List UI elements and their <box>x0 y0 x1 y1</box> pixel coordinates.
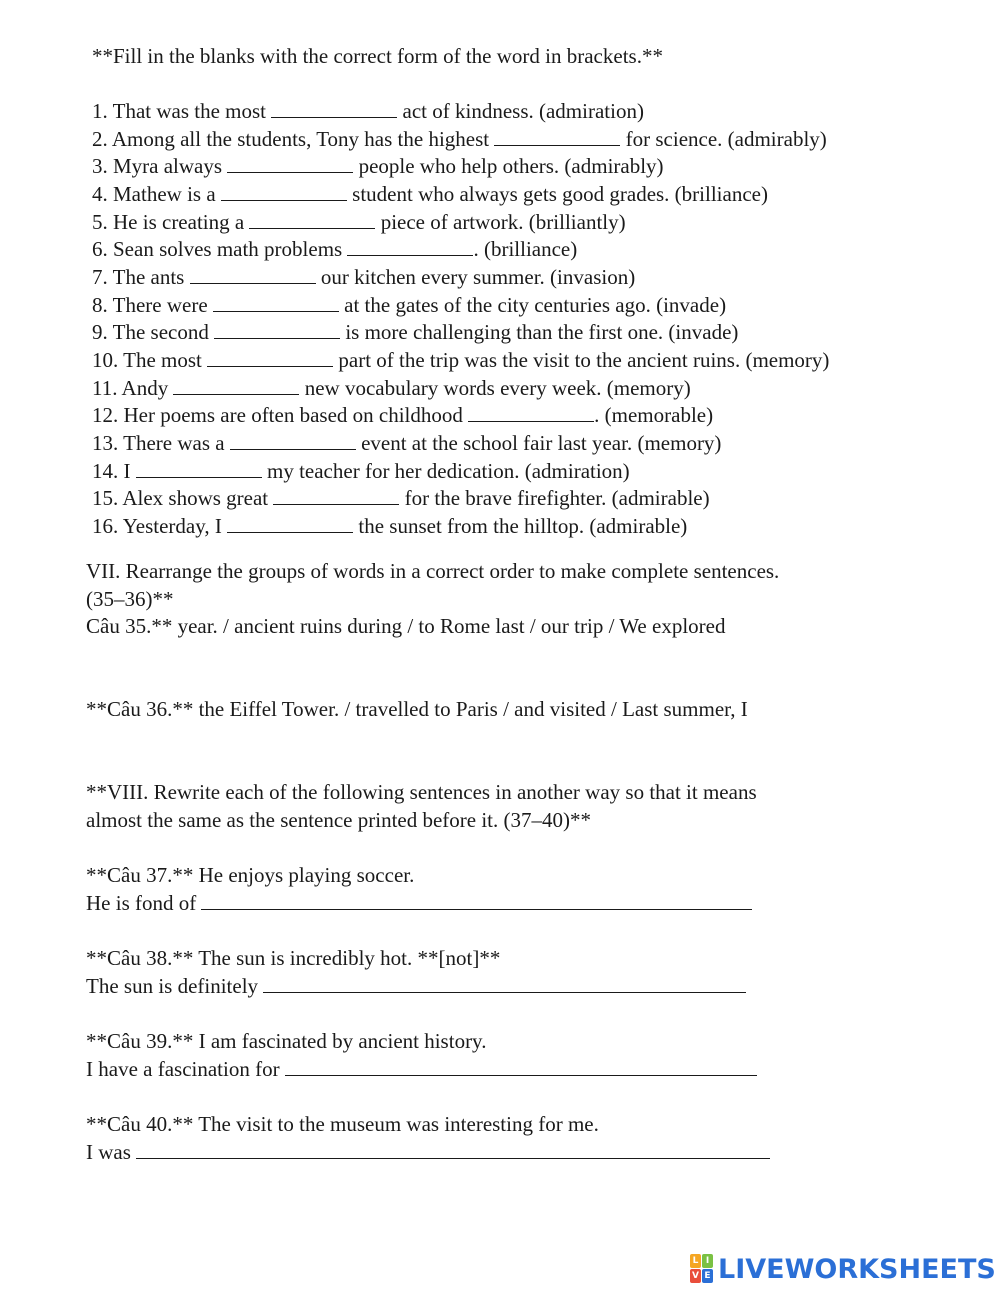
section-vii-heading: VII. Rearrange the groups of words in a correct order to make complete sentences. <box>86 559 780 583</box>
liveworksheets-logo-icon: L I V E <box>690 1254 714 1284</box>
answer-blank-7[interactable] <box>190 263 316 284</box>
rewrite-blank-37[interactable] <box>201 889 752 910</box>
fill-item-10: 10. The most part of the trip was the visit to the ancient ruins. (memory) <box>92 348 830 372</box>
answer-blank-4[interactable] <box>221 180 347 201</box>
question-36: **Câu 36.** the Eiffel Tower. / travelled to Paris / and visited / Last summer, I <box>86 697 748 721</box>
answer-blank-11[interactable] <box>173 374 299 395</box>
fill-instruction: **Fill in the blanks with the correct form of the word in brackets.** <box>92 44 663 68</box>
answer-area-36[interactable] <box>86 725 786 773</box>
answer-blank-15[interactable] <box>273 484 399 505</box>
fill-item-8: 8. There were at the gates of the city centuries ago. (invade) <box>92 293 727 317</box>
rewrite-blank-39[interactable] <box>285 1055 757 1076</box>
answer-blank-16[interactable] <box>227 512 353 533</box>
answer-blank-5[interactable] <box>249 208 375 229</box>
question-37-prompt: **Câu 37.** He enjoys playing soccer. <box>86 863 415 887</box>
answer-blank-3[interactable] <box>227 152 353 173</box>
question-38-prompt: **Câu 38.** The sun is incredibly hot. **[not]** <box>86 946 501 970</box>
question-40-rewrite: I was <box>86 1138 770 1166</box>
fill-item-11: 11. Andy new vocabulary words every week. (memory) <box>92 376 691 400</box>
fill-item-1: 1. That was the most act of kindness. (admiration) <box>92 99 644 123</box>
fill-item-3: 3. Myra always people who help others. (admirably) <box>92 154 664 178</box>
answer-blank-1[interactable] <box>271 97 397 118</box>
fill-item-5: 5. He is creating a piece of artwork. (brilliantly) <box>92 210 626 234</box>
liveworksheets-logo <box>690 1252 996 1286</box>
rewrite-blank-38[interactable] <box>263 972 746 993</box>
question-40-prompt: **Câu 40.** The visit to the museum was interesting for me. <box>86 1112 599 1136</box>
question-37-rewrite: He is fond of <box>86 889 752 917</box>
fill-item-14: 14. I my teacher for her dedication. (admiration) <box>92 459 630 483</box>
question-38-rewrite: The sun is definitely <box>86 972 746 1000</box>
section-vii-heading-range: (35–36)** <box>86 587 174 611</box>
section-viii-heading: **VIII. Rewrite each of the following sentences in another way so that it means <box>86 780 757 804</box>
liveworksheets-logo-text: LIVEWORKSHEETS <box>718 1253 996 1285</box>
fill-item-9: 9. The second is more challenging than the first one. (invade) <box>92 320 739 344</box>
fill-item-16: 16. Yesterday, I the sunset from the hilltop. (admirable) <box>92 514 688 538</box>
question-39-rewrite: I have a fascination for <box>86 1055 757 1083</box>
fill-item-13: 13. There was a event at the school fair last year. (memory) <box>92 431 722 455</box>
rewrite-blank-40[interactable] <box>136 1138 770 1159</box>
answer-blank-13[interactable] <box>230 429 356 450</box>
fill-item-6: 6. Sean solves math problems . (brilliance) <box>92 237 578 261</box>
section-viii-heading-cont: almost the same as the sentence printed before it. (37–40)** <box>86 808 592 832</box>
answer-blank-14[interactable] <box>136 457 262 478</box>
fill-item-12: 12. Her poems are often based on childhood . (memorable) <box>92 403 714 427</box>
fill-item-4: 4. Mathew is a student who always gets good grades. (brilliance) <box>92 182 768 206</box>
fill-item-15: 15. Alex shows great for the brave firefighter. (admirable) <box>92 486 710 510</box>
fill-item-2: 2. Among all the students, Tony has the highest for science. (admirably) <box>92 127 827 151</box>
answer-blank-10[interactable] <box>207 346 333 367</box>
question-35: Câu 35.** year. / ancient ruins during / to Rome last / our trip / We explored <box>86 614 726 638</box>
fill-item-7: 7. The ants our kitchen every summer. (invasion) <box>92 265 636 289</box>
answer-blank-2[interactable] <box>494 125 620 146</box>
answer-blank-6[interactable] <box>347 235 473 256</box>
answer-blank-12[interactable] <box>468 401 594 422</box>
answer-blank-8[interactable] <box>213 291 339 312</box>
question-39-prompt: **Câu 39.** I am fascinated by ancient history. <box>86 1029 487 1053</box>
answer-area-35[interactable] <box>86 642 786 690</box>
answer-blank-9[interactable] <box>214 318 340 339</box>
